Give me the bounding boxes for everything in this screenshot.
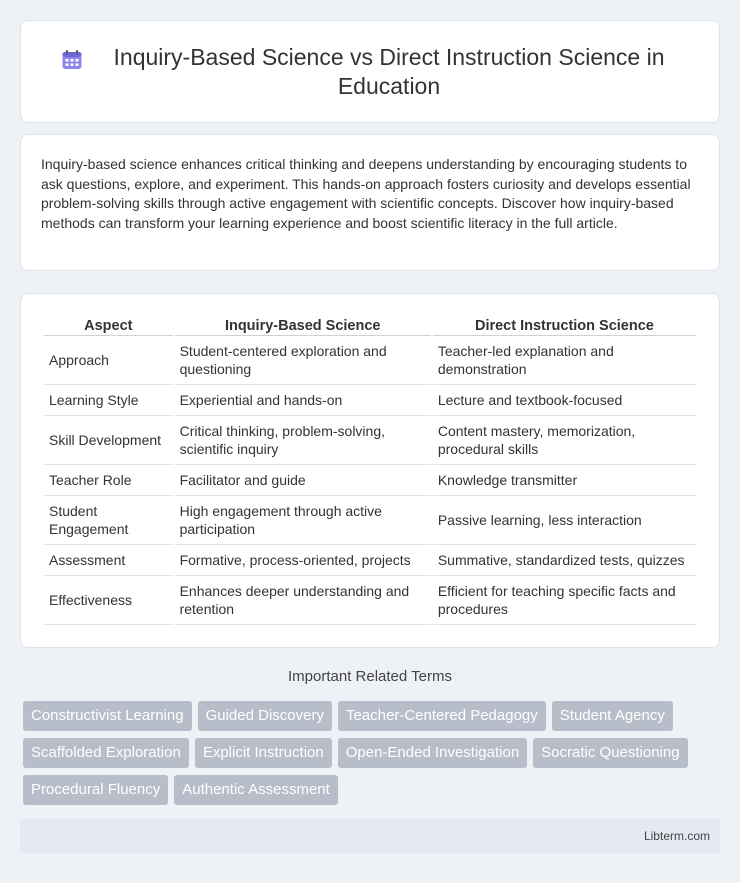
table-header-row (44, 314, 696, 336)
related-term-tag[interactable]: Teacher-Centered Pedagogy (338, 701, 546, 731)
row-aspect: Learning Style (44, 385, 173, 416)
row-aspect: Student Engagement (44, 496, 173, 545)
row-aspect: Effectiveness (44, 576, 173, 625)
related-term-tag[interactable]: Scaffolded Exploration (23, 738, 189, 768)
table-row (44, 465, 696, 496)
comparison-table (42, 314, 698, 625)
header-direct: Direct Instruction Science (433, 314, 696, 336)
row-inquiry: Critical thinking, problem-solving, scientific inquiry (175, 416, 431, 465)
related-term-tag[interactable]: Guided Discovery (198, 701, 332, 731)
title-wrap (61, 43, 679, 101)
row-inquiry: Enhances deeper understanding and retention (175, 576, 431, 625)
related-term-tag[interactable]: Socratic Questioning (533, 738, 687, 768)
row-aspect: Assessment (44, 545, 173, 576)
table-row (44, 496, 696, 545)
intro-card (20, 134, 720, 271)
row-inquiry: Facilitator and guide (175, 465, 431, 496)
header-aspect: Aspect (44, 314, 173, 336)
footer-site-link[interactable]: Libterm.com (643, 829, 710, 843)
page-title: Inquiry-Based Science vs Direct Instruction Science in Education (113, 43, 665, 99)
row-inquiry: Experiential and hands-on (175, 385, 431, 416)
row-aspect: Approach (44, 336, 173, 385)
row-direct: Efficient for teaching specific facts and procedures (433, 576, 696, 625)
related-term-tag[interactable]: Open-Ended Investigation (338, 738, 527, 768)
table-row (44, 545, 696, 576)
row-direct: Passive learning, less interaction (433, 496, 696, 545)
row-direct: Knowledge transmitter (433, 465, 696, 496)
related-term-tag[interactable]: Student Agency (552, 701, 673, 731)
row-inquiry: Formative, process-oriented, projects (175, 545, 431, 576)
row-direct: Lecture and textbook-focused (433, 385, 696, 416)
row-aspect: Skill Development (44, 416, 173, 465)
header-inquiry: Inquiry-Based Science (175, 314, 431, 336)
related-term-tag[interactable]: Procedural Fluency (23, 775, 168, 805)
footer (20, 819, 720, 853)
related-terms-list (23, 701, 723, 805)
related-terms-title: Important Related Terms (288, 668, 452, 685)
table-row (44, 336, 696, 385)
table-row (44, 385, 696, 416)
row-direct: Teacher-led explanation and demonstration (433, 336, 696, 385)
intro-text: Inquiry-based science enhances critical thinking and deepens understanding by encouraging students to ask questions, explore, and experiment. This hands-on approach fosters curiosity and develops essential problem-solving skills through active engagement with scientific concepts. Discover how inquiry-based methods can transform your learning experience and boost scientific literacy in the full article. (41, 156, 691, 231)
row-inquiry: High engagement through active participation (175, 496, 431, 545)
related-term-tag[interactable]: Constructivist Learning (23, 701, 192, 731)
row-aspect: Teacher Role (44, 465, 173, 496)
row-inquiry: Student-centered exploration and questioning (175, 336, 431, 385)
comparison-table-card (20, 293, 720, 648)
row-direct: Content mastery, memorization, procedural skills (433, 416, 696, 465)
related-term-tag[interactable]: Explicit Instruction (195, 738, 332, 768)
related-term-tag[interactable]: Authentic Assessment (174, 775, 338, 805)
row-direct: Summative, standardized tests, quizzes (433, 545, 696, 576)
calendar-icon (61, 49, 83, 71)
table-row (44, 576, 696, 625)
header-card (20, 20, 720, 123)
table-row (44, 416, 696, 465)
